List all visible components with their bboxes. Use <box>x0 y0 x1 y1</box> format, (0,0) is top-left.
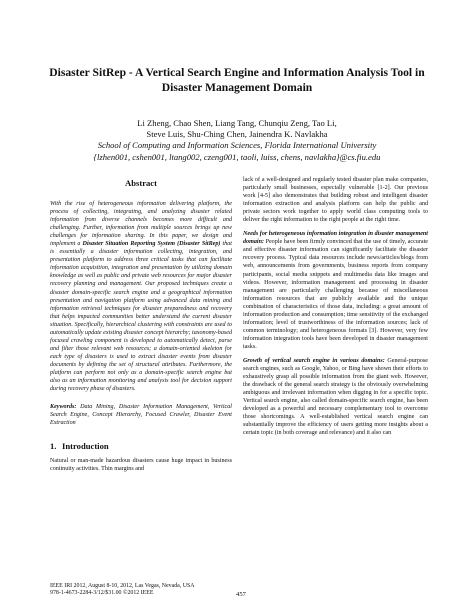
keywords-list: Data Mining, Disaster Information Management, Vertical Search Engine, Concept Hierarchy, Focused Crawler, Disaster Event Extraction <box>50 404 232 427</box>
section-number: 1. <box>50 441 57 452</box>
paragraph-2-text: People have been firmly convinced that the use of timely, accurate and effective disaster information can significantly facilitate the disaster recovery process. Typical data resources include news/articles/blogs from web, announcements from governments, business reports from company participants, social media snippets and multimedia data like images and videos. However, information management and processing in disaster management are particularly challenging because of miscellaneous information resources that are publicly available and the unique combination of characteristics of those data, including: a great amount of information production and consumption; time sensitivity of the exchanged information; level of trustworthiness of the information sources; lack of common terminology; and heterogeneous formats [3]. However, very few information integration tools have been developed in disaster management tasks. <box>243 239 428 350</box>
paragraph-2 <box>243 230 428 351</box>
section-title: Introduction <box>62 441 109 452</box>
paragraph-3-heading: Growth of vertical search engine in various domains: <box>243 357 385 364</box>
abstract-system-name: Disaster Situation Reporting System (Disaster SitRep) <box>82 241 221 248</box>
footer-line-2: 978-1-4673-2284-3/12/$31.00 ©2012 IEEE <box>50 590 154 597</box>
paragraph-3-text: General-purpose search engines, such as Google, Yahoo, or Bing have shown their efforts to exhaustively grasp all possible information from the giant web. However, the drawback of the general search strategy is the obviously overwhelming ambiguous and irrelevant information when digging in for a specific topic. Vertical search engine, also called domain-specific search engine, has been developed as a powerful and necessary complementary tool to overcome those shortcomings. A well-established vertical search engine can substantially improve the efficiency of users getting more insights about a certain topic (in both coverage and relevance) and it also can <box>243 357 428 437</box>
abstract-heading: Abstract <box>125 178 157 188</box>
title-line-1: Disaster SitRep - A Vertical Search Engine and Information Analysis Tool in <box>49 66 425 79</box>
left-column <box>50 178 232 473</box>
affiliation: School of Computing and Information Sciences, Florida International University <box>97 140 377 151</box>
authors-line-2: Steve Luis, Shu-Ching Chen, Jainendra K. Navlakha <box>146 129 328 140</box>
conference-footer <box>50 583 240 597</box>
abstract-text <box>50 200 232 393</box>
footer-line-1: IEEE IRI 2012, August 8-10, 2012, Las Vegas, Nevada, USA <box>50 583 195 589</box>
keywords <box>50 403 232 427</box>
paragraph-1: lack of a well-designed and regularly tested disaster plan make companies, particularly small businesses, especially vulnerable [1-2]. Our previous work [4-5] also demonstrates that building robust and intelligent disaster information extraction and analysis platform can help the public and private sectors work together to apply world class computing tools to deliver the right information to the right people at the right time. <box>243 177 428 224</box>
author-block <box>40 118 434 163</box>
title-line-2: Disaster Management Domain <box>161 80 313 94</box>
authors-line-1: Li Zheng, Chao Shen, Liang Tang, Chunqiu Zeng, Tao Li, <box>137 118 337 128</box>
page-number: 457 <box>236 591 246 598</box>
introduction-text: Natural or man-made hazardous disasters cause huge impact in business continuity activities. Thin margins and <box>50 458 232 473</box>
section-heading-introduction <box>50 441 232 451</box>
right-column <box>243 176 428 443</box>
paper-title <box>40 66 434 95</box>
paragraph-2-heading: Needs for heterogeneous information integration in disaster management domain: <box>243 231 428 246</box>
paragraph-3 <box>243 357 428 437</box>
abstract-text-part2: that is essentially a disaster information collecting, integration, and presentation platform to address three critical tasks that can facilitate information acquisition, integration and presentation by utilizing domain knowledge as well as public and private web resources for major disaster recovery planning and management. Our proposed techniques create a disaster domain-specific search engine and a geographical information presentation and navigation platform using advanced data mining and information retrieval techniques for disaster preparedness and recovery that helps impacted communities better understand the current disaster situation. Specifically, hierarchical clustering with constraints are used to automatically update existing disaster concept hierarchy; taxonomy-based focused crawling component is developed to automatically detect, parse and filter those relevant web resources; a domain-oriented skeleton for each type of disasters is used to extract disaster events from disaster documents by defining the set of structural attributes. Furthermore, the platform can perform not only as a domain-specific search engine but also as an information monitoring and analysis tool for decision support during recovery phase of disasters. <box>50 241 233 393</box>
abstract-text-part1: With the rise of heterogeneous information delivering platform, the process of collecting, integrating, and analyzing disaster related information from diverse channels becomes more difficult and challenging. Further, information from multiple sources brings up new challenges for information sharing. In this paper, we design and implement a <box>50 201 232 248</box>
author-emails: {lzhen001, cshen001, ltang002, czeng001, taoli, luiss, chens, navlakha}@cs.fiu.edu <box>93 151 381 162</box>
keywords-label: Keywords: <box>50 404 77 411</box>
